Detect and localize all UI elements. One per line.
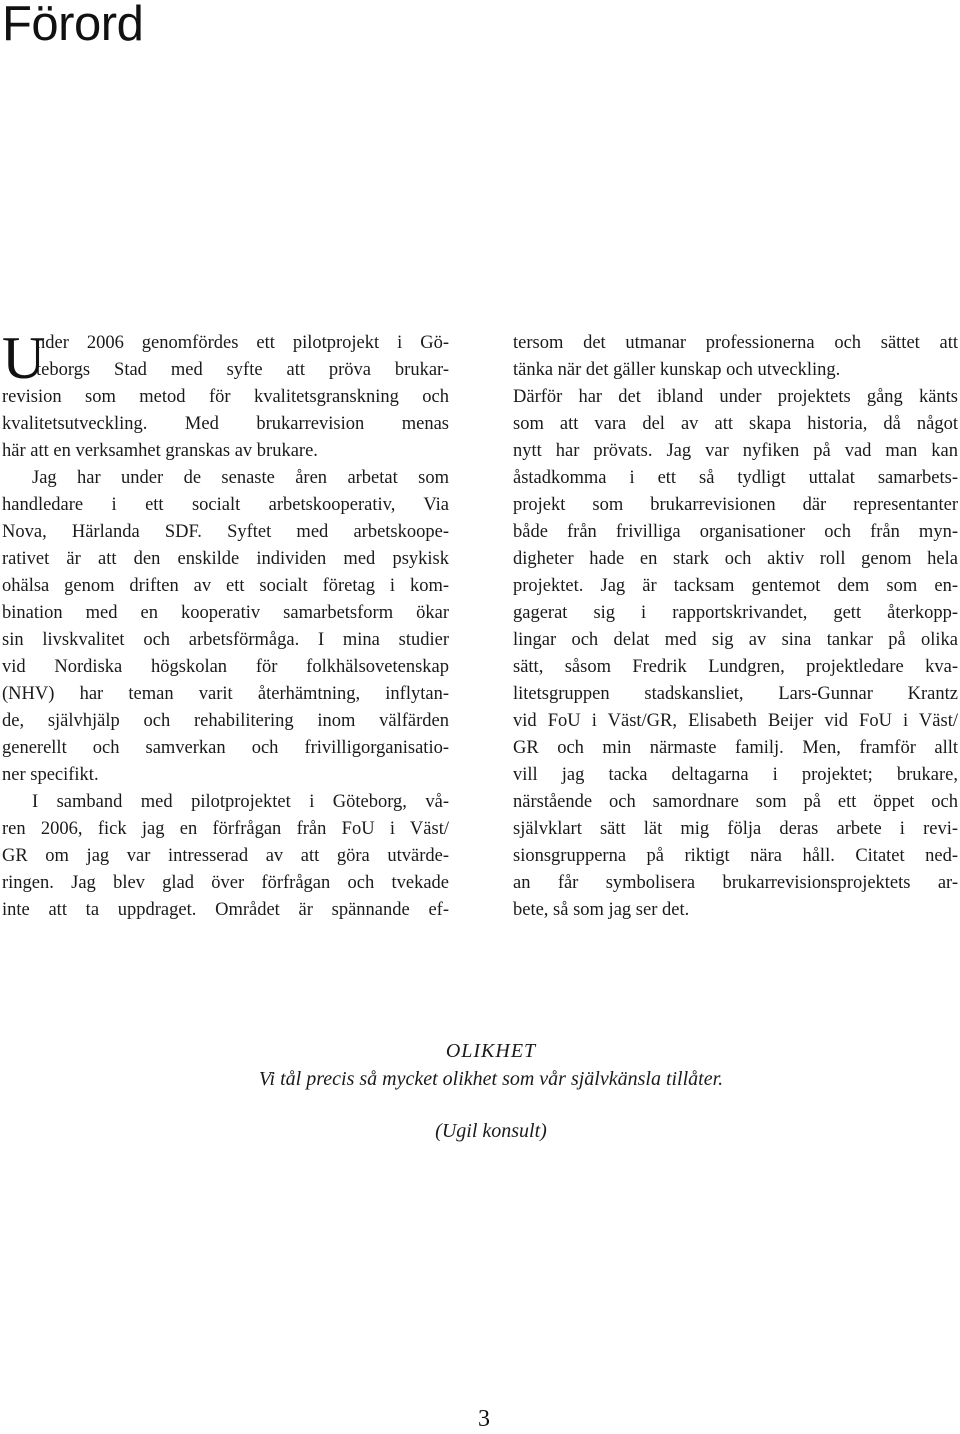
text-line: gagerat sig i rapportskrivandet, gett återkopp- xyxy=(513,603,958,623)
text-line: GR och min närmaste familj. Men, framför allt xyxy=(513,738,958,758)
text-line: teborgs Stad med syfte att pröva brukar- xyxy=(36,360,449,380)
text-line: ren 2006, fick jag en förfrågan från FoU i Väst/ xyxy=(2,819,449,839)
left-column xyxy=(2,325,449,924)
text-line: Därför har det ibland under projektets gång känts xyxy=(513,387,958,407)
text-line: an får symbolisera brukarrevisionsprojektets ar- xyxy=(513,873,958,893)
drop-cap: U xyxy=(2,325,46,391)
text-line: nder 2006 genomfördes ett pilotprojekt i Gö- xyxy=(36,333,449,353)
text-line: projekt som brukarrevisionen där representanter xyxy=(513,495,958,515)
text-line: sionsgrupperna på riktigt nära håll. Citatet ned- xyxy=(513,846,958,866)
text-line: bination med en kooperativ samarbetsform ökar xyxy=(2,603,449,623)
text-line: GR om jag var intresserad av att göra utvärde- xyxy=(2,846,449,866)
text-line: digheter hade en stark och aktiv roll genom hela xyxy=(513,549,958,569)
text-line: rativet är att den enskilde individen med psykisk xyxy=(2,549,449,569)
right-column xyxy=(513,330,958,924)
text-line: handledare i ett socialt arbetskooperativ, Via xyxy=(2,495,449,515)
text-line: sätt, såsom Fredrik Lundgren, projektledare kva- xyxy=(513,657,958,677)
quote-title: OLIKHET xyxy=(445,1040,537,1062)
text-line: åstadkomma i ett så tydligt uttalat samarbets- xyxy=(513,468,958,488)
text-line: vill jag tacka deltagarna i projektet; brukare, xyxy=(513,765,958,785)
text-line: de, självhjälp och rehabilitering inom välfärden xyxy=(2,711,449,731)
text-line: ohälsa genom driften av ett socialt företag i kom- xyxy=(2,576,449,596)
text-line: vid FoU i Väst/GR, Elisabeth Beijer vid FoU i Väst/ xyxy=(513,711,958,731)
text-line: ner specifikt. xyxy=(2,765,99,785)
text-line: projektet. Jag är tacksam gentemot dem som en- xyxy=(513,576,958,596)
quote-source: (Ugil konsult) xyxy=(435,1120,547,1142)
page-number: 3 xyxy=(478,1406,490,1432)
text-line: sin livskvalitet och arbetsförmåga. I mina studier xyxy=(2,630,449,650)
text-line: som att vara del av att skapa historia, då något xyxy=(513,414,958,434)
text-line: Nova, Härlanda SDF. Syftet med arbetskoope- xyxy=(2,522,449,542)
quote-text: Vi tål precis så mycket olikhet som vår självkänsla tillåter. xyxy=(258,1068,724,1090)
text-line: både från frivilliga organisationer och från myn- xyxy=(513,522,958,542)
text-line: självklart sätt lät mig följa deras arbete i revi- xyxy=(513,819,958,839)
text-line: inte att ta uppdraget. Området är spännande ef- xyxy=(2,900,449,920)
text-line: ringen. Jag blev glad över förfrågan och tvekade xyxy=(2,873,449,893)
text-line: nytt har prövats. Jag var nyfiken på vad man kan xyxy=(513,441,958,461)
text-line: bete, så som jag ser det. xyxy=(513,900,690,920)
text-line: kvalitetsutveckling. Med brukarrevision menas xyxy=(2,414,449,434)
text-line: vid Nordiska högskolan för folkhälsovetenskap xyxy=(2,657,449,677)
text-line: tersom det utmanar professionerna och sättet att xyxy=(513,333,958,353)
text-line: Jag har under de senaste åren arbetat som xyxy=(32,468,449,488)
text-line: generellt och samverkan och frivilligorganisatio- xyxy=(2,738,449,758)
page-title: Förord xyxy=(2,0,144,51)
text-line: lingar och delat med sig av sina tankar på olika xyxy=(513,630,958,650)
text-line: (NHV) har teman varit återhämtning, inflytan- xyxy=(2,684,449,704)
text-line: I samband med pilotprojektet i Göteborg, vå- xyxy=(32,792,449,812)
text-line: revision som metod för kvalitetsgranskning och xyxy=(2,387,449,407)
text-line: litetsgruppen stadskansliet, Lars-Gunnar Krantz xyxy=(513,684,958,704)
text-line: närstående och samordnare som på ett öppet och xyxy=(513,792,958,812)
text-line: här att en verksamhet granskas av brukare. xyxy=(2,441,318,461)
text-line: tänka när det gäller kunskap och utveckling. xyxy=(513,360,841,380)
